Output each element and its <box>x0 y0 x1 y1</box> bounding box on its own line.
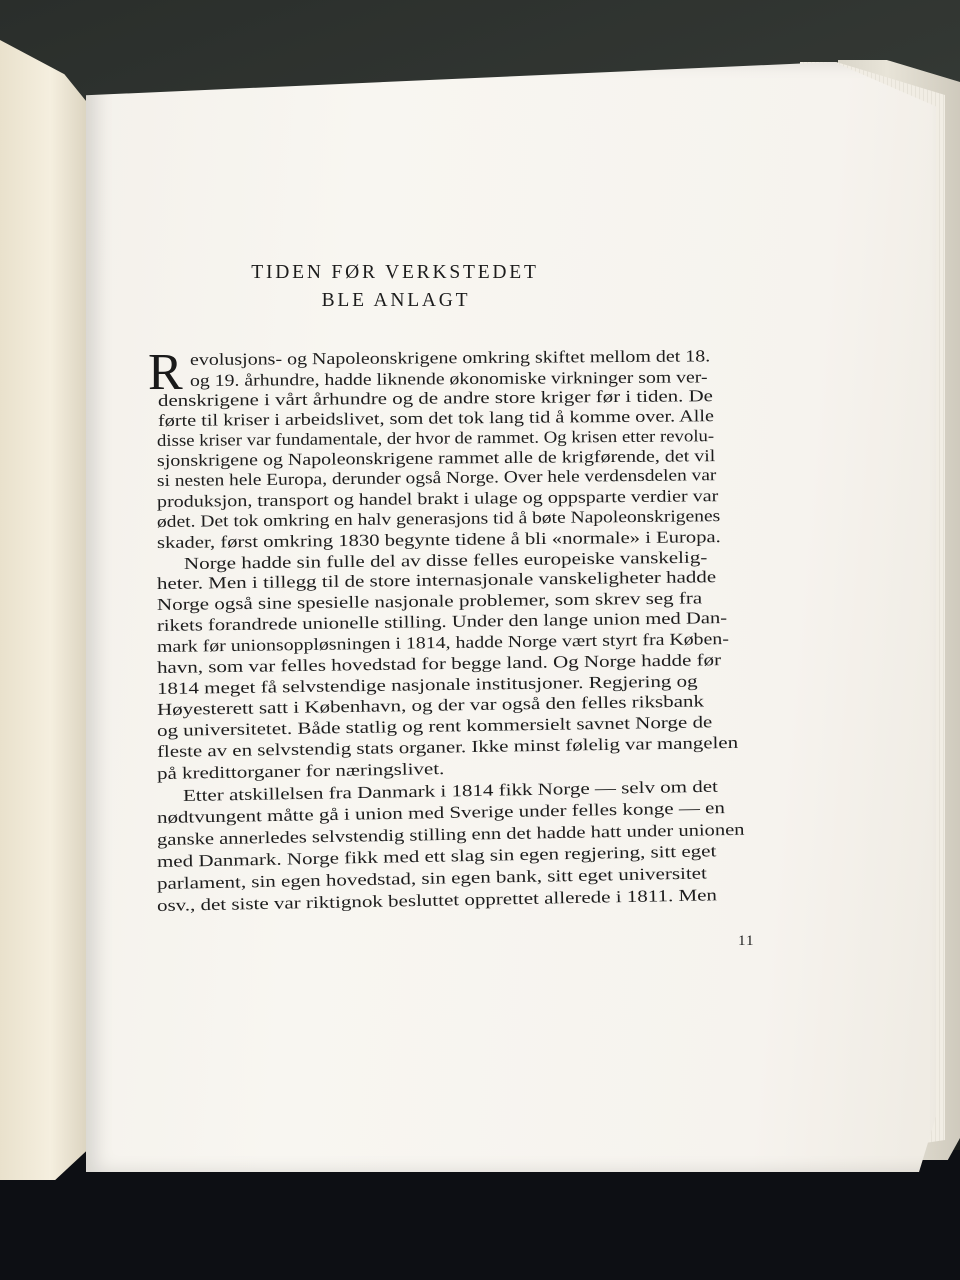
text-line: parlament, sin egen hovedstad, sin egen bank, sitt eget universitet <box>156 863 707 893</box>
text-line: Norge også sine spesielle nasjonale problemer, som skrev seg fra <box>156 588 703 614</box>
text-line: disse kriser var fundamentale, der hvor de rammet. Og krisen etter revolu- <box>156 426 715 450</box>
text-line: skader, først omkring 1830 begynte tidene å bli «normale» i Europa. <box>156 527 721 552</box>
text-line: heter. Men i tillegg til de store internasjonale vanskeligheter hadde <box>156 567 717 593</box>
text-line: Etter atskillelsen fra Danmark i 1814 fikk Norge — selv om det <box>182 776 719 805</box>
text-line: ødet. Det tok omkring en halv generasjons tid å bøte Napoleonskrigenes <box>156 506 721 531</box>
text-line: Høyesterett satt i København, og der var også den felles riksbank <box>156 691 705 719</box>
text-line: og universitetet. Både statlig og rent kommersielt savnet Norge de <box>156 712 713 740</box>
text-line: på kredittorganer for næringslivet. <box>156 758 445 783</box>
text-line: produksjon, transport og handel brakt i ulage og oppsparte verdier var <box>156 486 719 511</box>
text-line: fleste av en selvstendig stats organer. Ikke minst følelig var mangelen <box>156 732 739 761</box>
text-line: havn, som var felles hovedstad for begge land. Og Norge hadde før <box>156 650 722 677</box>
text-line: sjonskrigene og Napoleonskrigene rammet alle de krigførende, det vil <box>156 446 716 470</box>
text-line: osv., det siste var riktignok besluttet opprettet allerede i 1811. Men <box>156 885 718 915</box>
text-line: Norge hadde sin fulle del av disse felles europeiske vanskelig- <box>183 547 708 573</box>
text-line: mark før unionsoppløsningen i 1814, hadde Norge vært styrt fra Køben- <box>156 629 729 656</box>
chapter-title-line-2: BLE ANLAGT <box>321 290 471 311</box>
page-number: 11 <box>738 933 755 949</box>
text-line: rikets forandrede unionelle stilling. Under den lange union med Dan- <box>156 608 728 635</box>
chapter-title-line-1: TIDEN FØR VERKSTEDET <box>251 262 539 283</box>
text-line: 1814 meget få selvstendige nasjonale institusjoner. Regjering og <box>156 671 698 698</box>
text-line: og 19. århundre, hadde liknende økonomiske virkninger som ver- <box>189 367 708 390</box>
drop-cap: R <box>148 344 183 401</box>
text-line: nødtvungent måtte gå i union med Sverige under felles konge — en <box>156 798 726 827</box>
text-line: evolusjons- og Napoleonskrigene omkring skiftet mellom det 18. <box>189 346 711 369</box>
text-line: ganske annerledes selvstendig stilling enn det hadde hatt under unionen <box>156 819 745 849</box>
text-line: denskrigene i vårt århundre og de andre store kriger før i tiden. De <box>157 386 713 410</box>
text-line: med Danmark. Norge fikk med ett slag sin egen regjering, sitt eget <box>156 841 717 871</box>
text-line: si nesten hele Europa, derunder også Norge. Over hele verdensdelen var <box>156 465 717 490</box>
text-line: førte til kriser i arbeidslivet, som det tok lang tid å komme over. Alle <box>157 406 714 430</box>
